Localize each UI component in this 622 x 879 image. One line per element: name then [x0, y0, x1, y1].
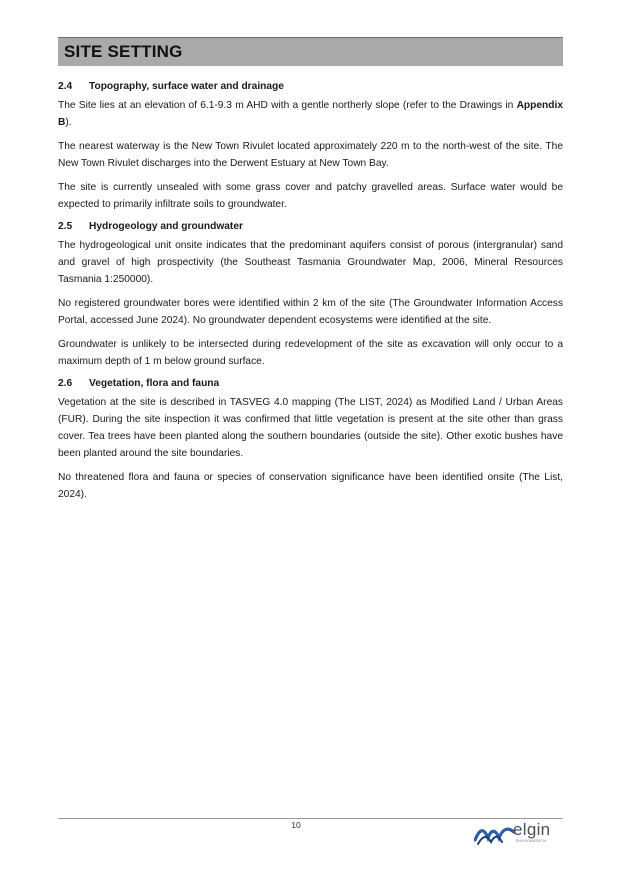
logo-tagline: ENVIRONMENTAL — [516, 839, 548, 843]
page-title: SITE SETTING — [64, 42, 183, 61]
paragraph: Groundwater is unlikely to be intersected during redevelopment of the site as excavation will only occur to a maximum depth of 1 m below ground surface. — [58, 339, 563, 367]
paragraph — [58, 97, 563, 131]
page-number: 10 — [291, 820, 301, 830]
section-heading-2-5 — [58, 220, 563, 234]
section-title: Topography, surface water and drainage — [89, 81, 284, 92]
section-number: 2.5 — [58, 221, 73, 232]
section-title: Hydrogeology and groundwater — [89, 221, 243, 232]
paragraph: Vegetation at the site is described in TASVEG 4.0 mapping (The LIST, 2024) as Modified Land / Urban Areas (FUR). During the site inspection it was confirmed that little vegetation is present at the site other than grass cover. Tea trees have been planted along the southern boundaries (outside the site). Other exotic bushes have been planted around the site boundaries. — [58, 397, 563, 459]
section-number: 2.4 — [58, 81, 73, 92]
section-number: 2.6 — [58, 378, 73, 389]
paragraph-text-end: ). — [65, 117, 72, 128]
paragraph: The hydrogeological unit onsite indicates that the predominant aquifers consist of porous (intergranular) sand and gravel of high prospectivity (the Southeast Tasmania Groundwater Map, 2006, Mineral Resources Tasmania 1:250000). — [58, 240, 563, 285]
paragraph-text: The Site lies at an elevation of 6.1-9.3 m AHD with a gentle northerly slope (refer to the Drawings in — [58, 100, 517, 111]
paragraph: The site is currently unsealed with some grass cover and patchy gravelled areas. Surface water would be expected to primarily infiltrate soils to groundwater. — [58, 182, 563, 210]
section-title: Vegetation, flora and fauna — [89, 378, 220, 389]
logo-wordmark: elgin — [513, 820, 551, 839]
elgin-logo — [474, 820, 564, 846]
section-heading-2-6 — [58, 377, 563, 391]
appendix-reference: Appendix B — [58, 100, 563, 128]
footer-divider — [58, 818, 563, 819]
paragraph: The nearest waterway is the New Town Rivulet located approximately 220 m to the north-west of the site. The New Town Rivulet discharges into the Derwent Estuary at New Town Bay. — [58, 141, 563, 169]
document-body — [58, 80, 563, 510]
section-banner — [58, 37, 563, 66]
elgin-wave-icon — [474, 820, 516, 846]
section-heading-2-4 — [58, 80, 563, 94]
paragraph: No threatened flora and fauna or species of conservation significance have been identified onsite (The List, 2024). — [58, 472, 563, 500]
paragraph: No registered groundwater bores were identified within 2 km of the site (The Groundwater Information Access Portal, accessed June 2024). No groundwater dependent ecosystems were identified at the site. — [58, 298, 563, 326]
